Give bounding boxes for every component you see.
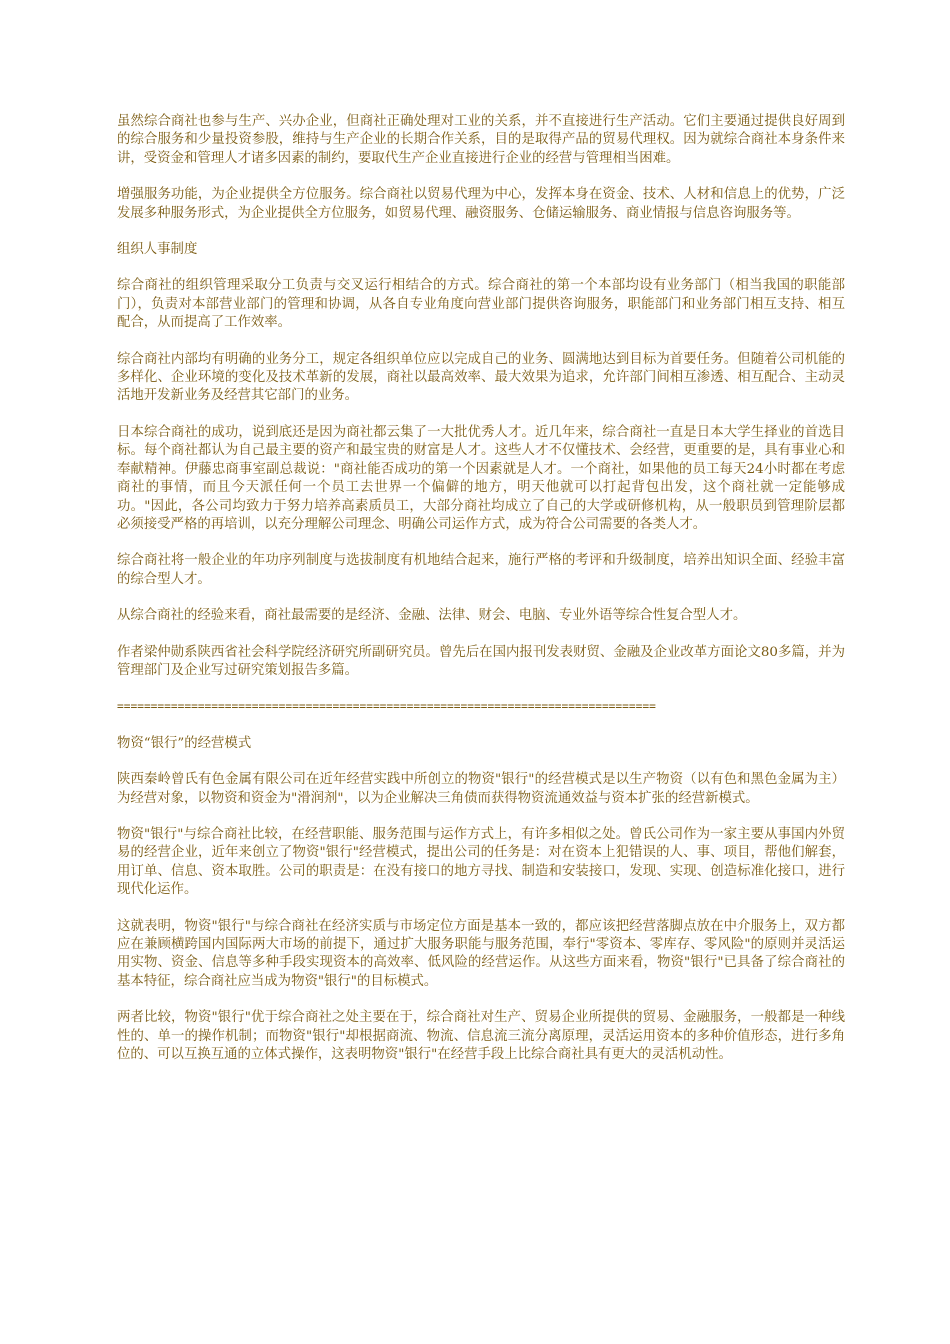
paragraph-4: 综合商社内部均有明确的业务分工，规定各组织单位应以完成自己的业务、圆满地达到目标为首要任务。但随着公司机能的多样化、企业环境的变化及技术革新的发展，商社以最高效率、最大效果为追求，允许部门间相互渗透、相互配合、主动灵活地开发新业务及经营其它部门的业务。 xyxy=(117,351,845,404)
paragraph-1: 虽然综合商社也参与生产、兴办企业，但商社正确处理对工业的关系，并不直接进行生产活动。它们主要通过提供良好周到的综合服务和少量投资参股，维持与生产企业的长期合作关系，目的是取得产品的贸易代理权。因为就综合商社本身条件来讲，受资金和管理人才诸多因素的制约，要取代生产企业直接进行企业的经营与管理相当困难。 xyxy=(117,114,845,166)
paragraph-7: 从综合商社的经验来看，商社最需要的是经济、金融、法律、财会、电脑、专业外语等综合性复合型人才。 xyxy=(117,608,747,624)
paragraph-2: 增强服务功能，为企业提供全方位服务。综合商社以贸易代理为中心，发挥本身在资金、技术、人材和信息上的优势，广泛发展多种服务形式，为企业提供全方位服务，如贸易代理、融资服务、仓储运输服务、商业情报与信息咨询服务等。 xyxy=(117,187,845,221)
section-heading-material-bank: 物资“银行”的经营模式 xyxy=(117,735,252,751)
paragraph-8: 陕西秦岭曾氏有色金属有限公司在近年经营实践中所创立的物资"银行"的经营模式是以生产物资（以有色和黑色金属为主）为经营对象，以物资和资金为"滑润剂"，以为企业解决三角债而获得物资流通效益与资本扩张的经营新模式。 xyxy=(117,772,845,806)
paragraph-11: 两者比较，物资"银行"优于综合商社之处主要在于，综合商社对生产、贸易企业所提供的贸易、金融服务，一般都是一种线性的、单一的操作机制；而物资"银行"却根据商流、物流、信息流三流分离原理，灵活运用资本的多种价值形态，进行多角位的、可以互换互通的立体式操作，这表明物资"银行"在经营手段上比综合商社具有更大的灵活机动性。 xyxy=(117,1010,845,1063)
author-note: 作者梁仲勋系陕西省社会科学院经济研究所副研究员。曾先后在国内报刊发表财贸、金融及企业改革方面论文80多篇，并为管理部门及企业写过研究策划报告多篇。 xyxy=(117,644,845,678)
separator-line: ================================================================================ xyxy=(117,700,656,714)
paragraph-3: 综合商社的组织管理采取分工负责与交叉运行相结合的方式。综合商社的第一个本部均设有业务部门（相当我国的职能部门），负责对本部营业部门的管理和协调，从各自专业角度向营业部门提供咨询服务，职能部门和业务部门相互支持、相互配合，从而提高了工作效率。 xyxy=(117,278,845,331)
paragraph-6: 综合商社将一般企业的年功序列制度与选拔制度有机地结合起来，施行严格的考评和升级制度，培养出知识全面、经验丰富的综合型人才。 xyxy=(117,553,845,587)
paragraph-5: 日本综合商社的成功，说到底还是因为商社都云集了一大批优秀人才。近几年来，综合商社一直是日本大学生择业的首选目标。每个商社都认为自己最主要的资产和最宝贵的财富是人才。这些人才不仅懂技术、会经营，更重要的是，具有事业心和奉献精神。伊藤忠商事室副总裁说："商社能否成功的第一个因素就是人才。一个商社，如果他的员工每天24小时都在考虑商社的事情，而且今天派任何一个员工去世界一个偏僻的地方，明天他就可以打起背包出发，这个商社就一定能够成功。"因此，各公司均致力于努力培养高素质员工，大部分商社均成立了自己的大学或研修机构，从一般职员到管理阶层都必须接受严格的再培训，以充分理解公司理念、明确公司运作方式，成为符合公司需要的各类人才。 xyxy=(117,424,845,532)
document-body xyxy=(117,113,845,1082)
paragraph-9: 物资"银行"与综合商社比较，在经营职能、服务范围与运作方式上，有许多相似之处。曾氏公司作为一家主要从事国内外贸易的经营企业，近年来创立了物资"银行"经营模式，提出公司的任务是：对在资本上犯错误的人、事、项目，帮他们解套，用订单、信息、资本取胜。公司的职责是：在没有接口的地方寻找、制造和安装接口，发现、实现、创造标准化接口，进行现代化运作。 xyxy=(117,826,845,898)
section-heading-personnel: 组织人事制度 xyxy=(117,242,198,258)
paragraph-10: 这就表明，物资"银行"与综合商社在经济实质与市场定位方面是基本一致的，都应该把经营落脚点放在中介服务上，双方都应在兼顾横跨国内国际两大市场的前提下，通过扩大服务职能与服务范围，奉行"零资本、零库存、零风险"的原则并灵活运用实物、资金、信息等多种手段实现资本的高效率、低风险的经营运作。从这些方面来看，物资"银行"已具备了综合商社的基本特征，综合商社应当成为物资"银行"的目标模式。 xyxy=(117,918,845,989)
